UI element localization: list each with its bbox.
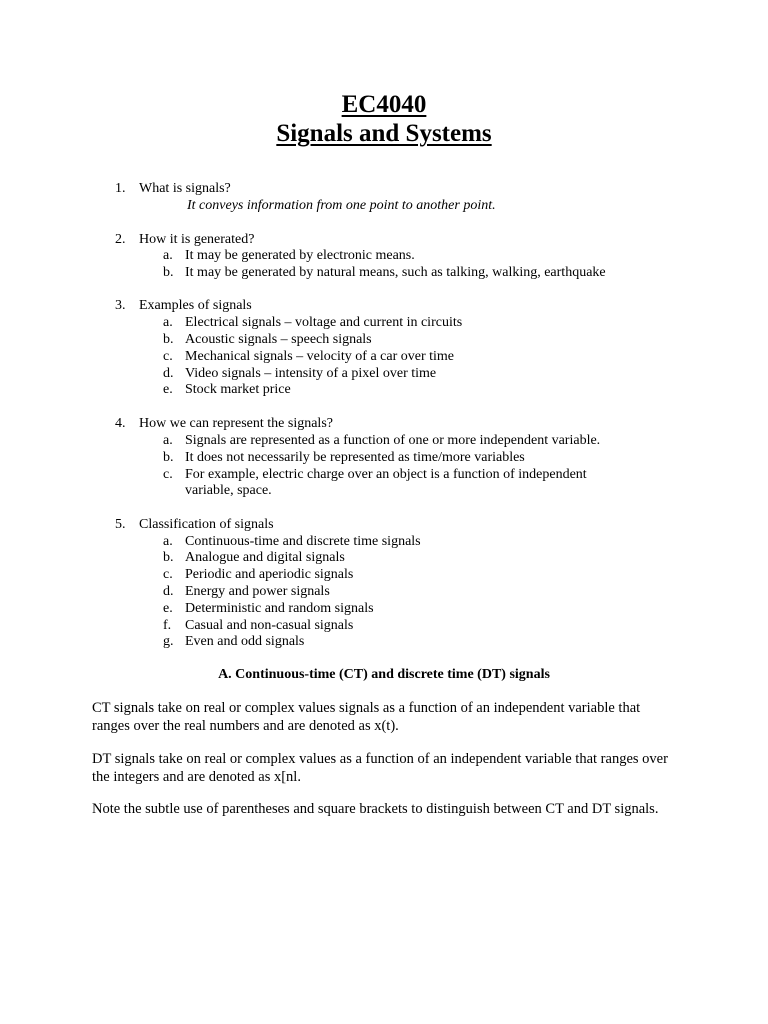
course-title: Signals and Systems [276,120,492,147]
paragraph-dt-signals: DT signals take on real or complex values as a function of an independent variable that ranges over the integers and are denoted as x[nl. [92,751,668,785]
list-item-text: Deterministic and random signals [185,601,374,616]
list-marker: b. [163,550,174,565]
question-text: How we can represent the signals? [139,416,333,431]
paragraph-note: Note the subtle use of parentheses and square brackets to distinguish between CT and DT signals. [92,801,659,817]
list-marker: a. [163,433,173,448]
list-marker: c. [163,349,173,364]
list-item-text: Energy and power signals [185,584,330,599]
question-number: 1. [115,181,126,196]
question-text: How it is generated? [139,232,255,247]
list-marker: b. [163,265,174,280]
list-item-text: It does not necessarily be represented as time/more variables [185,450,525,465]
question-text: Examples of signals [139,298,252,313]
list-marker: g. [163,634,174,649]
list-item-text: Stock market price [185,382,291,397]
list-item-text: It may be generated by electronic means. [185,248,415,263]
list-item-text: Analogue and digital signals [185,550,345,565]
list-marker: b. [163,332,174,347]
list-marker: a. [163,248,173,263]
question-number: 2. [115,232,126,247]
list-item-text: Continuous-time and discrete time signals [185,534,421,549]
question-number: 3. [115,298,126,313]
question-answer: It conveys information from one point to another point. [187,198,496,213]
section-heading: A. Continuous-time (CT) and discrete time (DT) signals [218,667,550,682]
list-item-text: It may be generated by natural means, such as talking, walking, earthquake [185,265,606,280]
question-text: What is signals? [139,181,231,196]
list-marker: e. [163,601,173,616]
list-marker: c. [163,467,173,482]
list-marker: c. [163,567,173,582]
list-marker: d. [163,584,174,599]
list-item-text: Periodic and aperiodic signals [185,567,354,582]
question-text: Classification of signals [139,517,274,532]
list-marker: f. [163,618,172,633]
list-item-text: variable, space. [185,483,272,498]
list-marker: a. [163,534,173,549]
list-item-text: Electrical signals – voltage and current in circuits [185,315,463,330]
question-number: 4. [115,416,126,431]
list-item-text: Video signals – intensity of a pixel over time [185,366,437,381]
question-number: 5. [115,517,126,532]
list-item-text: For example, electric charge over an object is a function of independent [185,467,587,482]
list-marker: d. [163,366,174,381]
paragraph-ct-signals: CT signals take on real or complex values signals as a function of an independent variable that ranges over the real numbers and are denoted as x(t). [92,700,641,734]
course-code: EC4040 [341,91,427,118]
list-item-text: Acoustic signals – speech signals [185,332,372,347]
list-marker: a. [163,315,173,330]
list-item-text: Mechanical signals – velocity of a car over time [185,349,455,364]
list-item-text: Casual and non-casual signals [185,618,354,633]
list-marker: e. [163,382,173,397]
list-marker: b. [163,450,174,465]
list-item-text: Signals are represented as a function of one or more independent variable. [185,433,601,448]
list-item-text: Even and odd signals [185,634,305,649]
